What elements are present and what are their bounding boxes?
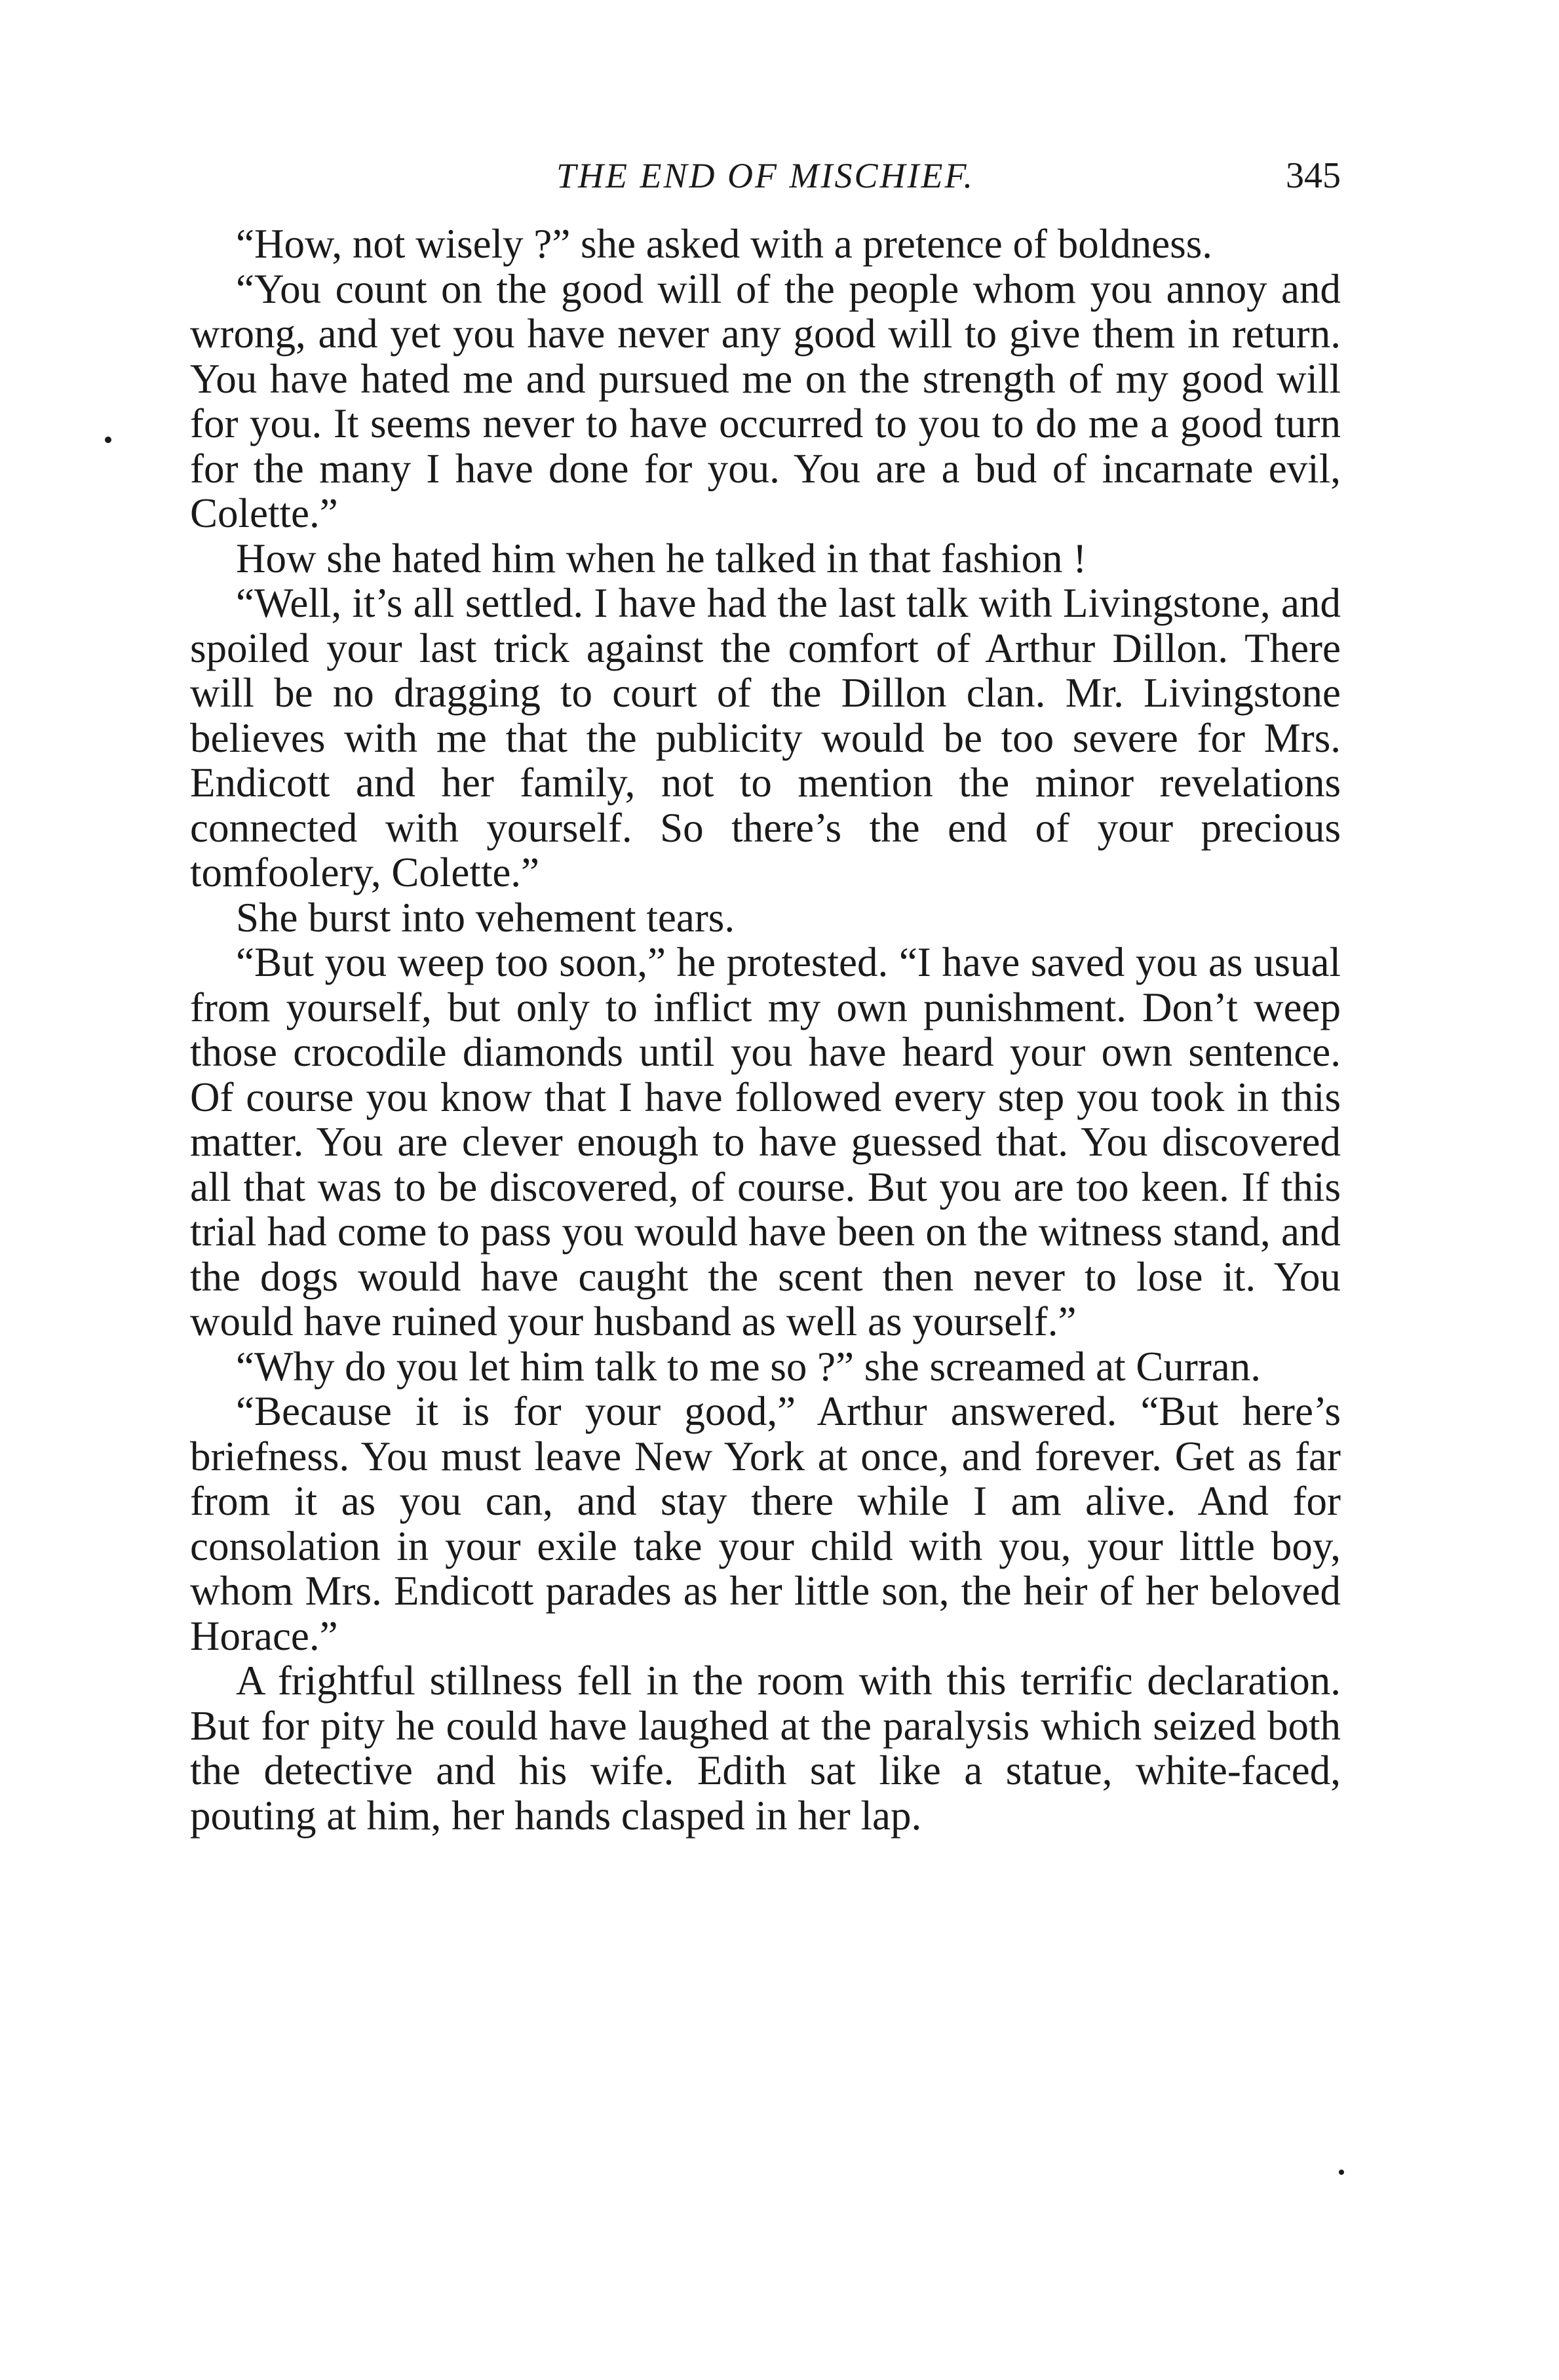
- body-text: [190, 222, 1341, 1838]
- paragraph-3: How she hated him when he talked in that fashion !: [236, 535, 1087, 581]
- paragraph-4: “Well, it’s all settled. I have had the last talk with Livingstone, and spoiled your last trick against the comfort of Arthur Dillon. There will be no dragging to court of the Dillon clan. Mr. Livingstone believes with me that the publicity would be too severe for Mrs. Endicott and her family, not to mention the minor revelations connected with yourself. So there’s the end of your precious tomfoolery, Colette.”: [190, 580, 1341, 895]
- paragraph-9: A frightful stillness fell in the room with this terrific declaration. But for pity he could have laughed at the paralysis which seized both the detective and his wife. Edith sat like a statue, white-faced, pouting at him, her hands clasped in her lap.: [190, 1658, 1341, 1839]
- running-title: THE END OF MISCHIEF.: [556, 156, 974, 195]
- paragraph-8: “Because it is for your good,” Arthur answered. “But here’s briefness. You must leave New York at once, and forever. Get as far from it as you can, and stay there while I am alive. And for consolation in your exile take your child with you, your little boy, whom Mrs. Endicott parades as her little son, the heir of her beloved Horace.”: [190, 1388, 1341, 1659]
- paragraph-7: “Why do you let him talk to me so ?” she screamed at Curran.: [236, 1343, 1261, 1390]
- page-header: [190, 149, 1341, 202]
- paragraph-6: “But you weep too soon,” he protested. “I have saved you as usual from yourself, but only to inflict my own punishment. Don’t weep those crocodile diamonds until you have heard your own sentence. Of course you know that I have followed every step you took in this matter. You are clever enough to have guessed that. You discovered all that was to be discovered, of course. But you are too keen. If this trial had come to pass you would have been on the witness stand, and the dogs would have caught the scent then never to lose it. You would have ruined your husband as well as yourself.”: [190, 939, 1341, 1344]
- print-speck: [105, 437, 111, 443]
- paragraph-1: “How, not wisely ?” she asked with a pretence of boldness.: [236, 221, 1212, 267]
- page-number: 345: [1286, 155, 1341, 196]
- paragraph-5: She burst into vehement tears.: [236, 894, 735, 941]
- print-speck: [1339, 2170, 1344, 2175]
- paragraph-2: “You count on the good will of the people whom you annoy and wrong, and yet you have never any good will to give them in return. You have hated me and pursued me on the strength of my good will for you. It seems never to have occurred to you to do me a good turn for the many I have done for you. You are a bud of incarnate evil, Colette.”: [190, 265, 1341, 536]
